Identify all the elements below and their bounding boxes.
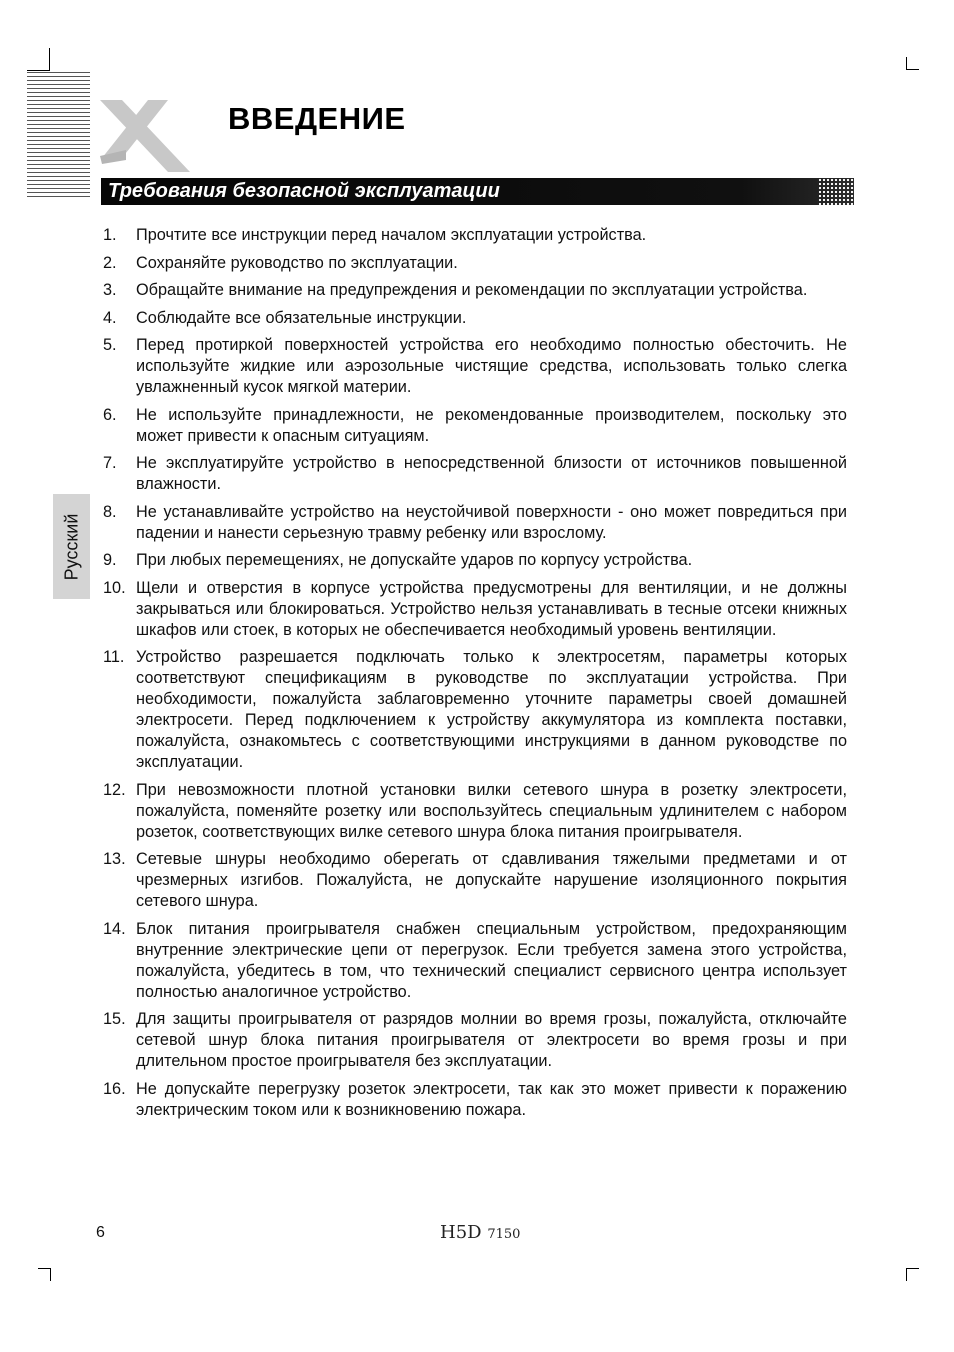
stripe-line bbox=[27, 160, 90, 161]
page-title: ВВЕДЕНИЕ bbox=[228, 101, 406, 136]
crop-mark-bottom-right bbox=[906, 1268, 919, 1269]
item-text: Устройство разрешается подключать только к электросетям, параметры которых соответствуют спецификациям в руководстве по эксплуатации устройства. При необходимости, пожалуйста заблаговременно уточните параметры своей домашней электросети. Перед подключением к устройству аккумулятора из комплекта поставки, пожалуйста, ознакомьтесь с соответствующими инструкциями в данном руководстве по эксплуатации. bbox=[136, 648, 847, 771]
item-number: 15. bbox=[103, 1010, 126, 1028]
stripe-line bbox=[27, 164, 90, 165]
item-text: Не эксплуатируйте устройство в непосредственной близости от источников повышенной влажности. bbox=[136, 454, 847, 493]
stripe-line bbox=[27, 112, 90, 113]
stripe-line bbox=[27, 148, 90, 149]
item-number: 11. bbox=[103, 648, 125, 666]
stripe-line bbox=[27, 172, 90, 173]
list-item bbox=[103, 849, 847, 912]
item-number: 6. bbox=[103, 405, 117, 424]
language-tab-label: Русский bbox=[61, 513, 81, 580]
model-number: 7150 bbox=[487, 1227, 521, 1242]
stripe-line bbox=[27, 108, 90, 109]
stripe-line bbox=[27, 76, 90, 77]
item-text: Обращайте внимание на предупреждения и рекомендации по эксплуатации устройства. bbox=[136, 281, 808, 299]
item-text: Не допускайте перегрузку розеток электросети, так как это может привести к поражению электрическим током или к возникновению пожара. bbox=[136, 1079, 847, 1119]
page-number: 6 bbox=[96, 1224, 105, 1241]
stripe-line bbox=[27, 104, 90, 105]
item-number: 12. bbox=[103, 780, 126, 799]
stripe-line bbox=[27, 116, 90, 117]
list-item bbox=[103, 578, 847, 641]
list-item bbox=[103, 225, 847, 246]
item-text: Сохраняйте руководство по эксплуатации. bbox=[136, 253, 458, 272]
stripe-line bbox=[27, 156, 90, 157]
item-text: Для защиты проигрывателя от разрядов молнии во время грозы, пожалуйста, отключайте сетевой шнур блока питания проигрывателя от электросети во время грозы и при длительном простое проигрывателя без эксплуатации. bbox=[136, 1010, 847, 1070]
stripe-line bbox=[27, 176, 90, 177]
item-text: Щели и отверстия в корпусе устройства предусмотрены для вентиляции, и не должны закрываться или блокироваться. Устройство нельзя устанавливать в тесные отсеки книжных шкафов или стоек, в которых не обеспечивается необходимый уровень вентиляции. bbox=[136, 578, 847, 639]
crop-mark-bottom-right-v bbox=[906, 1268, 907, 1281]
stripe-line bbox=[27, 192, 90, 193]
item-number: 1. bbox=[103, 226, 117, 244]
item-text: Соблюдайте все обязательные инструкции. bbox=[136, 308, 467, 327]
list-item bbox=[103, 405, 847, 447]
item-number: 3. bbox=[103, 281, 117, 299]
item-number: 2. bbox=[103, 253, 117, 272]
stripe-line bbox=[27, 128, 90, 129]
list-item bbox=[103, 335, 847, 398]
stripe-line bbox=[27, 84, 90, 85]
item-text: Сетевые шнуры необходимо оберегать от сдавливания тяжелыми предметами и от чрезмерных изгибов. Пожалуйста, не допускайте нарушение изоляционного покрытия сетевого шнура. bbox=[136, 850, 847, 910]
stripe-line bbox=[27, 140, 90, 141]
item-number: 9. bbox=[103, 551, 117, 569]
item-number: 10. bbox=[103, 578, 126, 597]
stripe-line bbox=[27, 196, 90, 197]
stripe-line bbox=[27, 100, 90, 101]
item-text: Перед протиркой поверхностей устройства его необходимо полностью обесточить. Не используйте жидкие или аэрозольные чистящие средства, использовать только слегка увлажненный кусок мягкой материи. bbox=[136, 336, 847, 396]
item-number: 13. bbox=[103, 850, 126, 868]
language-tab bbox=[53, 494, 90, 599]
crop-mark-bottom-left-v bbox=[50, 1268, 51, 1281]
crop-mark-top-left bbox=[49, 48, 50, 70]
item-number: 8. bbox=[103, 502, 117, 521]
crop-mark-top-right-h bbox=[906, 69, 919, 70]
list-item bbox=[103, 647, 847, 773]
list-item bbox=[103, 1079, 847, 1121]
footer-model-name bbox=[440, 1222, 520, 1243]
list-item bbox=[103, 280, 847, 301]
section-header-bar bbox=[101, 178, 854, 205]
item-number: 7. bbox=[103, 454, 117, 472]
item-text: При любых перемещениях, не допускайте ударов по корпусу устройства. bbox=[136, 551, 693, 569]
stripe-line bbox=[27, 152, 90, 153]
stripe-line bbox=[27, 96, 90, 97]
stripe-line bbox=[27, 88, 90, 89]
list-item bbox=[103, 550, 847, 571]
stripe-line bbox=[27, 92, 90, 93]
item-text: Прочтите все инструкции перед началом эксплуатации устройства. bbox=[136, 226, 647, 244]
item-number: 14. bbox=[103, 919, 126, 938]
item-text: При невозможности плотной установки вилки сетевого шнура в розетку электросети, пожалуйста, поменяйте розетку или воспользуйтесь специальным удлинителем с набором розеток, соответствующих вилке сетевого шнура блока питания проигрывателя. bbox=[136, 780, 847, 841]
item-number: 5. bbox=[103, 336, 117, 354]
stripe-line bbox=[27, 184, 90, 185]
dot-pattern-icon bbox=[818, 178, 854, 205]
item-text: Не используйте принадлежности, не рекомендованные производителем, поскольку это может привести к опасным ситуациям. bbox=[136, 405, 847, 445]
crop-mark-top-left-h bbox=[27, 70, 50, 71]
list-item bbox=[103, 453, 847, 495]
safety-instructions-list bbox=[103, 225, 847, 1127]
stripe-line bbox=[27, 124, 90, 125]
list-item bbox=[103, 308, 847, 329]
item-text: Блок питания проигрывателя снабжен специальным устройством, предохраняющим внутренние электрические цепи от перегрузок. Если требуется замена этого устройства, пожалуйста, убедитесь в том, что технический специалист сервисного центра использует полностью аналогичное устройство. bbox=[136, 919, 847, 1001]
item-text: Не устанавливайте устройство на неустойчивой поверхности - оно может повредиться при падении и нанести серьезную травму ребенку или взрослому. bbox=[136, 502, 847, 542]
stripe-line bbox=[27, 120, 90, 121]
stripe-line bbox=[27, 168, 90, 169]
list-item bbox=[103, 253, 847, 274]
stripe-line bbox=[27, 188, 90, 189]
stripe-line bbox=[27, 136, 90, 137]
item-number: 16. bbox=[103, 1079, 126, 1098]
list-item bbox=[103, 919, 847, 1003]
item-number: 4. bbox=[103, 308, 117, 327]
decorative-stripes bbox=[27, 72, 90, 200]
stripe-line bbox=[27, 80, 90, 81]
stripe-line bbox=[27, 144, 90, 145]
stripe-line bbox=[27, 180, 90, 181]
list-item bbox=[103, 1009, 847, 1072]
list-item bbox=[103, 780, 847, 843]
list-item bbox=[103, 502, 847, 544]
model-main: H5D bbox=[440, 1222, 482, 1243]
stripe-line bbox=[27, 132, 90, 133]
section-title: Требования безопасной эксплуатации bbox=[108, 180, 500, 202]
x-logo-icon bbox=[96, 100, 196, 177]
stripe-line bbox=[27, 72, 90, 73]
